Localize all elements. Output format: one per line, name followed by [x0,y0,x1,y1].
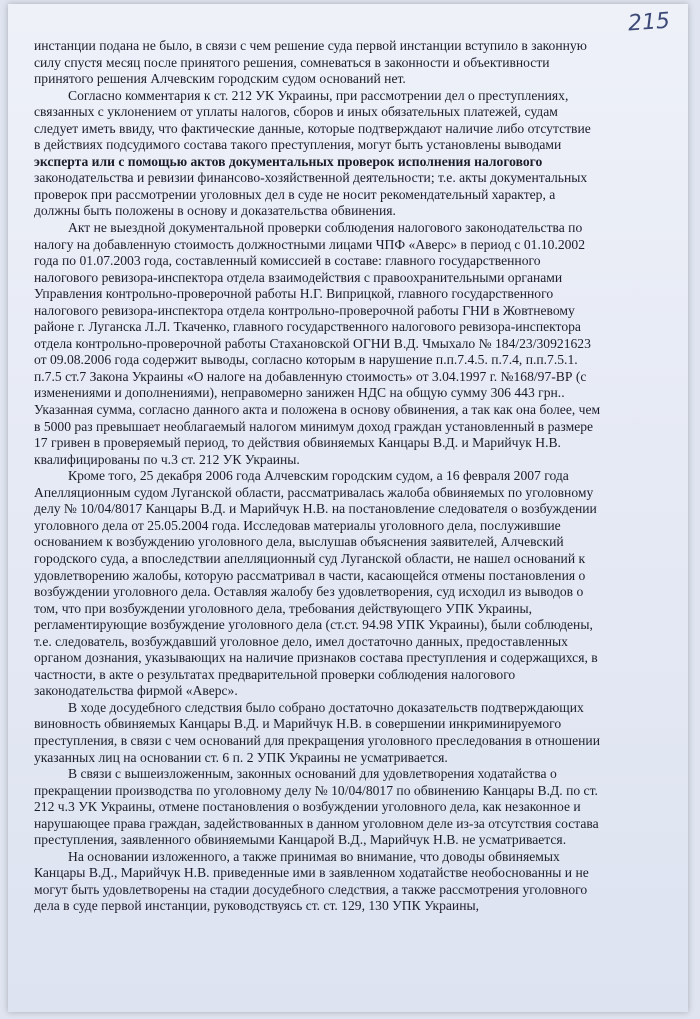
text-line: от 09.08.2006 года содержит выводы, согласно которым в нарушение п.п.7.4.5. п.7.4, п.п.7.5.1. [34,352,578,368]
paragraph-6 [34,766,670,849]
text-line: городского суда, а впоследствии апелляционный суд Луганской области, не нашел оснований к [34,550,586,566]
text-line: связанных с уклонением от уплаты налогов, сборов и иных обязательных платежей, судам [34,104,558,120]
text-line-bold: эксперта или с помощью актов документальных проверок исполнения налогового [34,153,543,169]
text-line: том, что при возбуждении уголовного дела, требования действующего УПК Украины, [34,600,533,616]
text-line: регламентирующие возбуждение уголовного дела (ст.ст. 94.98 УПК Украины), были соблюдены, [34,617,593,633]
text-line: На основании изложенного, а также принимая во внимание, что доводы обвиняемых [68,848,560,864]
text-line: Указанная сумма, согласно данного акта и положена в основу обвинения, а так как она более, чем [34,402,601,418]
paragraph-5 [34,700,670,766]
text-line: прекращении производства по уголовному делу № 10/04/8017 по обвинению Канцары В.Д. по ст. [34,782,598,798]
text-line: 17 гривен в проверяемый период, то действия обвиняемых Канцары В.Д. и Марийчук Н.В. [34,435,561,451]
document-page [8,4,688,1012]
text-line: могут быть удовлетворены на стадии досудебного следствия, а также рассмотрения уголовного [34,881,588,897]
text-line: в 5000 раз превышает необлагаемый налогом минимум доход граждан установленный в размере [34,418,594,434]
text-line: изменениями и дополнениями), неправомерно занижен НДС на общую сумму 306 443 грн.. [34,385,565,401]
handwritten-page-number: 215 [627,8,671,37]
text-line: Кроме того, 25 декабря 2006 года Алчевским городским судом, а 16 февраля 2007 года [68,468,569,484]
text-line: законодательства и ревизии финансово-хозяйственной деятельности; т.е. акты документальных [34,170,588,186]
text-line: делу № 10/04/8017 Канцары В.Д. и Марийчук Н.В. на постановление следователя о возбуждении [34,501,597,517]
text-line: следует иметь ввиду, что фактические данные, которые подтверждают наличие либо отсутствие [34,120,591,136]
text-line: проверок при рассмотрении уголовных дел в суде не носит рекомендательный характер, а [34,186,556,202]
text-line: года по 01.07.2003 года, составленный комиссией в составе: главного государственного [34,253,541,269]
paragraph-7 [34,849,670,915]
text-line: т.е. следователь, возбуждавший уголовное дело, имел достаточно данных, предоставленных [34,633,568,649]
text-line: 212 ч.3 УК Украины, отмене постановления о возбуждении уголовного дела, как незаконное и [34,799,581,815]
document-body [34,38,670,915]
paragraph-2 [34,88,670,220]
text-line: налогового ревизора-инспектора отдела контрольно-проверочной работы ГНИ в Жовтневому [34,302,575,318]
text-line: Акт не выездной документальной проверки соблюдения налогового законодательства по [68,220,583,236]
paragraph-4 [34,468,670,700]
text-line: преступления, в связи с чем оснований для прекращения уголовного преследования в отношении [34,732,600,748]
text-line: квалифицированы по ч.3 ст. 212 УК Украины. [34,451,300,467]
text-line: В связи с вышеизложенным, законных оснований для удовлетворения ходатайства о [68,766,557,782]
text-line: указанных лиц на основании ст. 6 п. 2 УПК Украины не усматривается. [34,749,448,765]
text-line: дела в суде первой инстанции, руководствуясь ст. ст. 129, 130 УПК Украины, [34,898,480,914]
text-line: силу спустя месяц после принятого решения, сомневаться в законности и объективности [34,54,550,70]
paragraph-1 [34,38,670,88]
text-line: районе г. Луганска Л.Л. Ткаченко, главного государственного налогового ревизора-инспектора [34,319,581,335]
text-line: законодательства фирмой «Аверс». [34,683,238,699]
text-line: Согласно комментария к ст. 212 УК Украины, при рассмотрении дел о преступлениях, [68,87,569,103]
text-line: в действиях подсудимого состава такого преступления, могут быть установлены выводами [34,137,562,153]
text-line: принятого решения Алчевским городским судом оснований нет. [34,71,406,87]
text-line: преступления, заявленного обвиняемыми Канцарой В.Д., Марийчук Н.В. не усматривается. [34,832,567,848]
text-line: возбуждении уголовного дела. Оставляя жалобу без удовлетворения, суд исходил из выводов о [34,584,584,600]
text-line: основанием к возбуждению уголовного дела, выслушав объяснения заявителей, Алчевский [34,534,564,550]
text-line: виновность обвиняемых Канцары В.Д. и Марийчук Н.В. в совершении инкриминируемого [34,716,562,732]
text-line: удовлетворению жалобы, которую рассматривал в части, касающейся отмены постановления о [34,567,586,583]
text-line: п.7.5 ст.7 Закона Украины «О налоге на добавленную стоимость» от 3.04.1997 г. №168/97-ВР (с [34,368,587,384]
text-line: должны быть положены в основу и доказательства обвинения. [34,203,396,219]
text-line: инстанции подана не было, в связи с чем решение суда первой инстанции вступило в законную [34,38,587,53]
text-line: нарушающее права граждан, задействованных в данном уголовном деле из-за отсутствия состава [34,815,599,831]
text-line: уголовного дела от 25.05.2004 года. Исследовав материалы уголовного дела, послужившие [34,517,561,533]
text-line: налогу на добавленную стоимость должностными лицами ЧПФ «Аверс» в период с 01.10.2002 [34,236,586,252]
text-line: Апелляционным судом Луганской области, рассматривалась жалоба обвиняемых по уголовному [34,484,594,500]
text-line: органом дознания, указывающих на наличие признаков состава преступления и содержащихся, в [34,650,598,666]
text-line: налогового ревизора-инспектора отдела взаимодействия с правоохранительными органами [34,269,563,285]
text-line: Управления контрольно-проверочной работы Н.Г. Виприцкой, главного государственного [34,286,554,302]
text-line: частности, в акте о результатах предварительной проверки соблюдения налогового [34,666,516,682]
text-line: отдела контрольно-проверочной работы Стахановской ОГНИ В.Д. Чмыхало № 184/23/30921623 [34,335,591,351]
paragraph-3 [34,220,670,468]
text-line: Канцары В.Д., Марийчук Н.В. приведенные ими в заявленном ходатайстве необоснованны и не [34,865,589,881]
text-line: В ходе досудебного следствия было собрано достаточно доказательств подтверждающих [68,699,584,715]
